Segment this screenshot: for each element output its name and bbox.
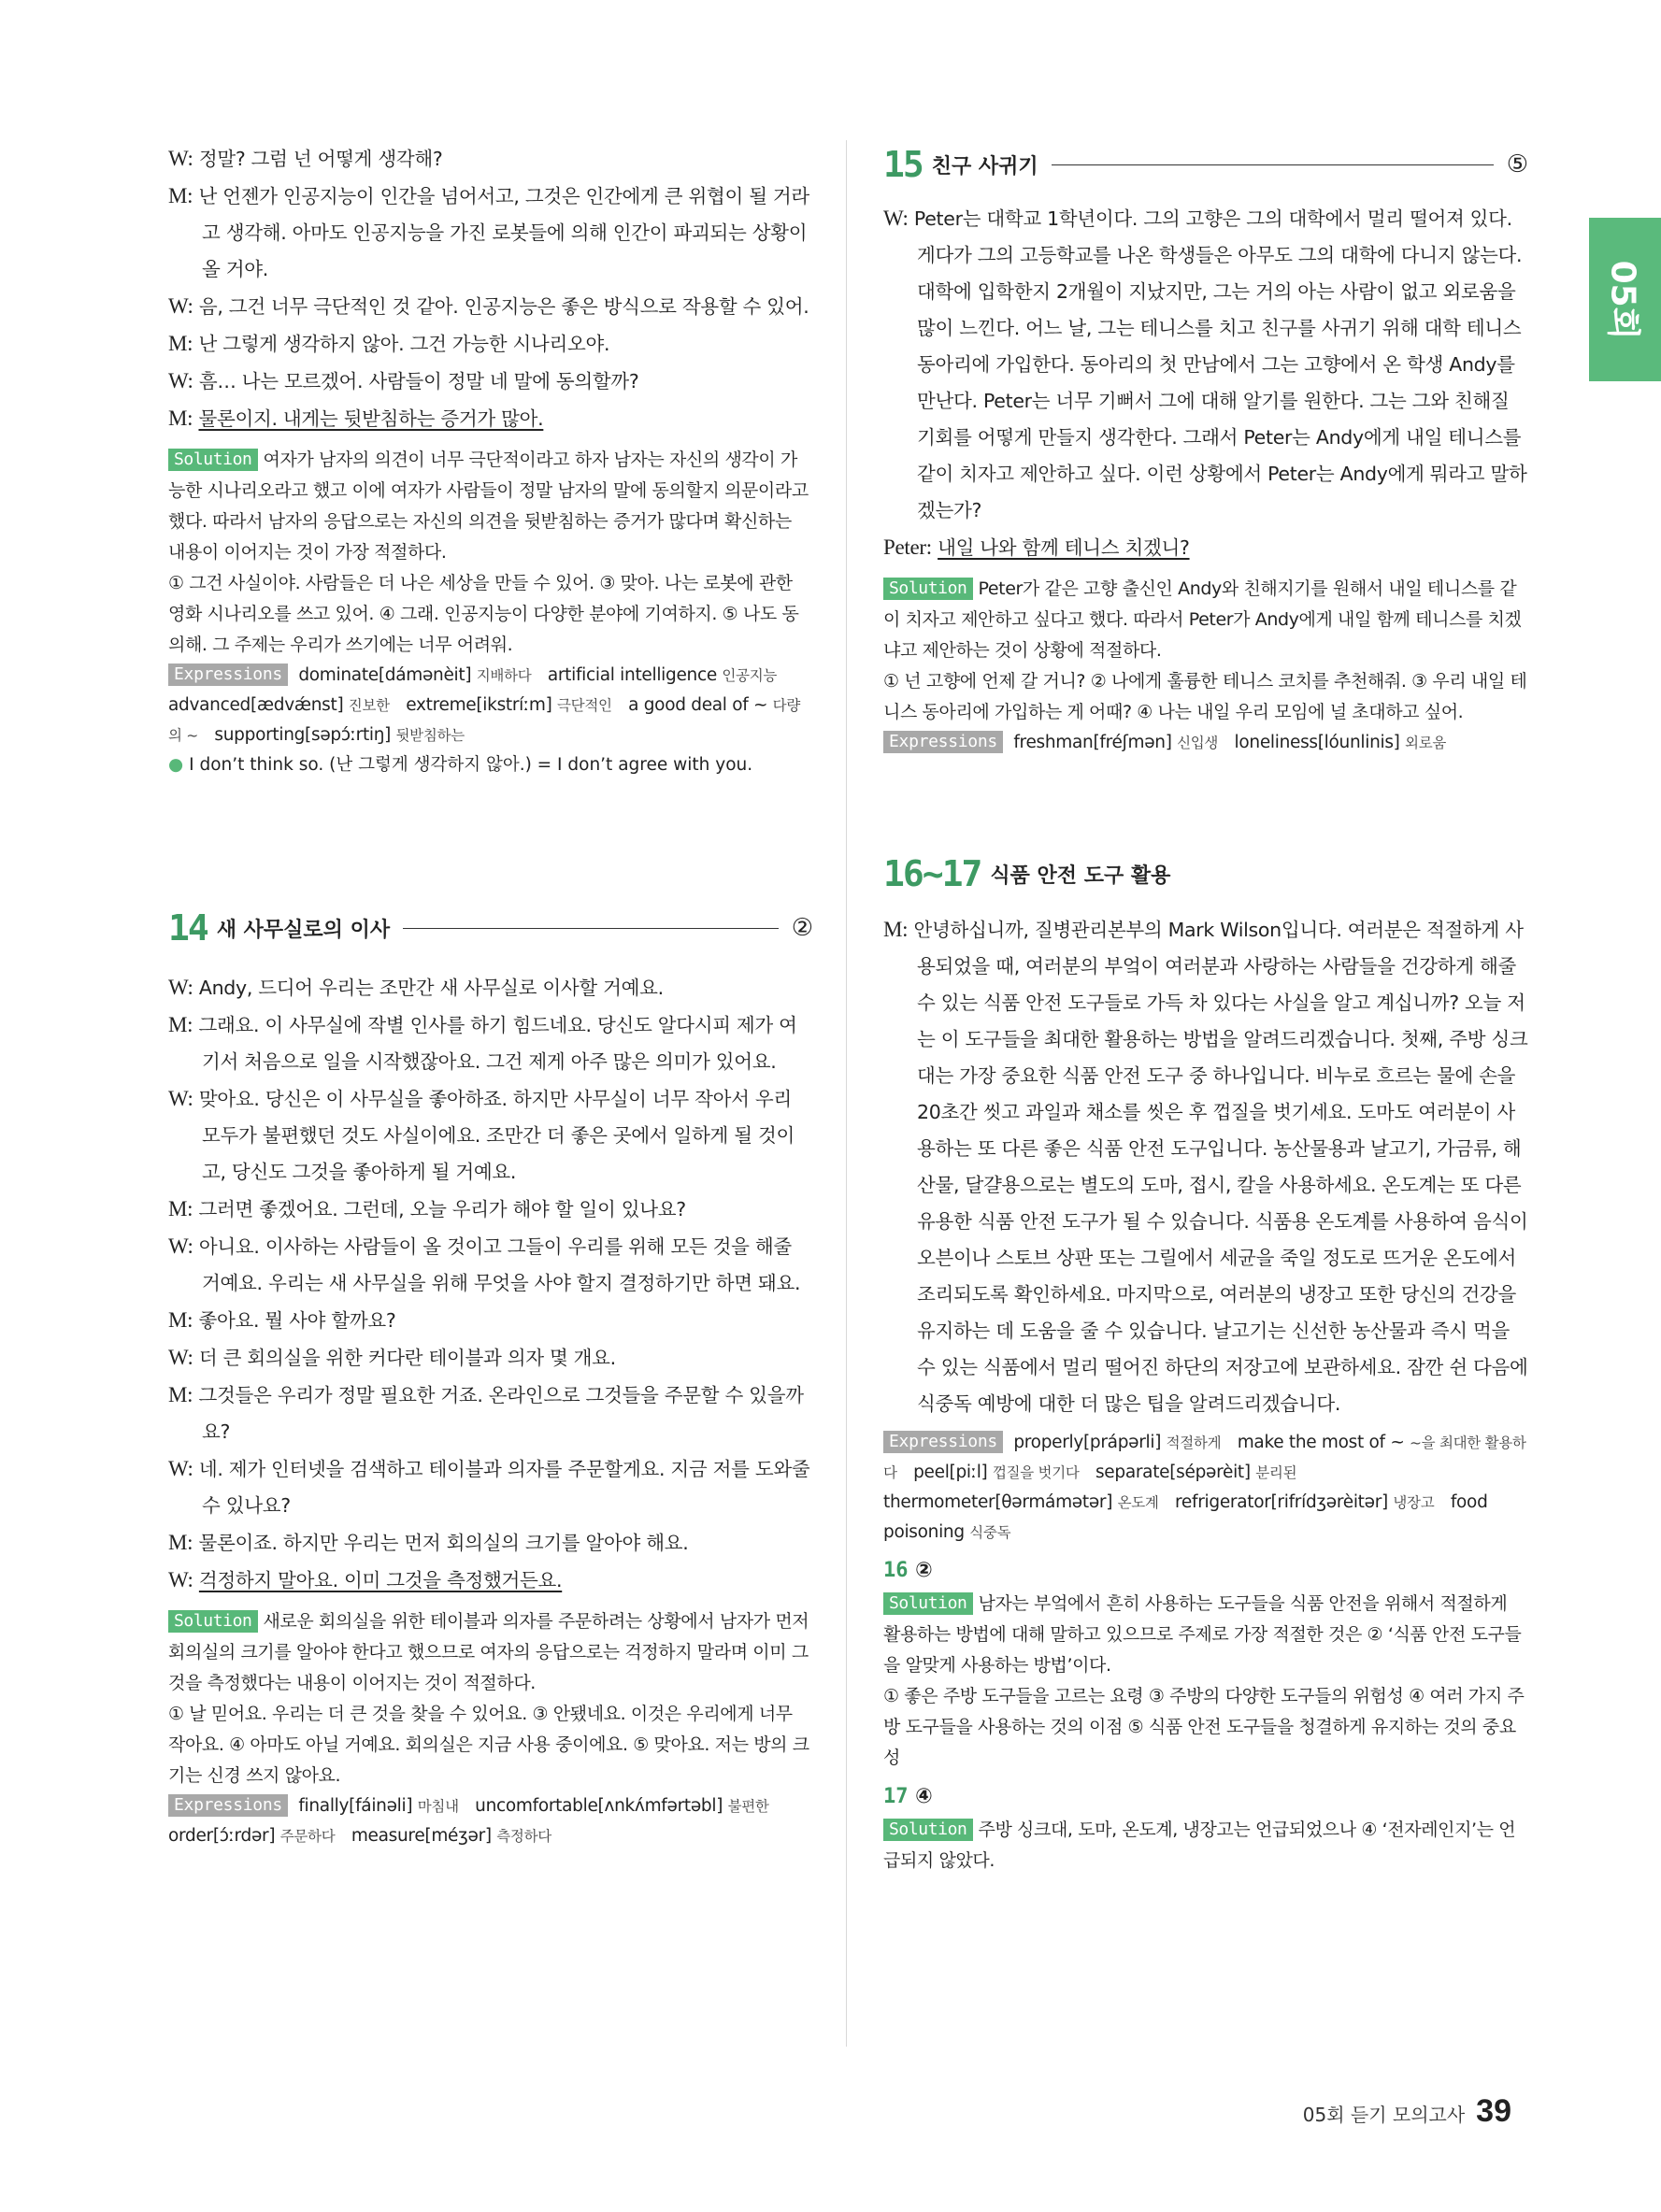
dialogue-line [883, 200, 1528, 529]
expression-en: artificial intelligence [547, 665, 717, 685]
expressions [168, 1791, 813, 1851]
expression-en: a good deal of ~ [628, 695, 768, 715]
expressions-tag: Expressions [883, 1431, 1003, 1453]
dialogue-line [883, 529, 1528, 566]
speaker: W: [883, 207, 909, 230]
expression-ko: 극단적인 [557, 697, 612, 714]
expressions-tag: Expressions [883, 731, 1003, 753]
expressions [168, 661, 813, 750]
side-tab [1589, 218, 1661, 381]
solution-body: 새로운 회의실을 위한 테이블과 의자를 주문하려는 상황에서 남자가 먼저 회의실의 크기를 알아야 한다고 했으므로 여자의 응답으로는 걱정하지 말라며 이미 그것을 측정했다는 내용이 이어지는 것이 적절하다. [168, 1611, 809, 1693]
line-text: 네. 제가 인터넷을 검색하고 테이블과 의자를 주문할게요. 지금 저를 도와줄 수 있나요? [198, 1458, 810, 1517]
solution-text [883, 1589, 1528, 1681]
expression-ko: 마침내 [417, 1798, 459, 1815]
expression-ko: 뒷받침하는 [395, 727, 465, 744]
solution-tag: Solution [883, 1819, 973, 1841]
dialogue-line [168, 1339, 813, 1377]
line-text: 그러면 좋겠어요. 그런데, 오늘 우리가 해야 할 일이 있나요? [198, 1198, 686, 1220]
line-text: 음, 그건 너무 극단적인 것 같아. 인공지능은 좋은 방식으로 작용할 수 있어. [198, 295, 809, 318]
page-footer [1303, 2093, 1511, 2130]
q14-notes [168, 1606, 813, 1851]
header-rule [403, 928, 779, 929]
section-title: 식품 안전 도구 활용 [990, 863, 1171, 888]
side-tab-label: 05회 [1603, 260, 1641, 339]
expression-en: freshman[fréʃmən] [1013, 733, 1172, 752]
expression-ko: 불편한 [727, 1798, 769, 1815]
q15-notes [883, 574, 1528, 758]
dialogue-line [168, 1080, 813, 1191]
speaker: W: [168, 1457, 193, 1480]
expression-ko: 측정하다 [496, 1828, 551, 1845]
q15-section [883, 140, 1528, 758]
section-header [883, 849, 1528, 898]
right-column [883, 140, 1528, 1877]
speaker: M: [168, 1383, 193, 1406]
line-text: 그것들은 우리가 정말 필요한 거죠. 온라인으로 그것들을 주문할 수 있을까요? [198, 1384, 804, 1443]
section-number: 15 [883, 144, 923, 185]
bullet-dot-icon: ● [168, 755, 184, 775]
q16-17-section [883, 849, 1528, 1877]
answer-line-text: 걱정하지 말아요. 이미 그것을 측정했거든요. [198, 1569, 563, 1591]
expression-ko: 주문하다 [279, 1828, 336, 1845]
expression-en: measure[méʒər] [351, 1826, 492, 1846]
line-text: 좋아요. 뭘 사야 할까요? [198, 1309, 396, 1332]
expression-en: uncomfortable[ʌnkʌ́mfərtəbl] [475, 1796, 723, 1816]
speaker: M: [168, 1531, 193, 1554]
page-number: 39 [1476, 2093, 1511, 2129]
line-text: 그래요. 이 사무실에 작별 인사를 하기 힘드네요. 당신도 알다시피 제가 여기서 처음으로 일을 시작했잖아요. 그건 제게 아주 많은 의미가 있어요. [198, 1014, 797, 1073]
dialogue-line [168, 1524, 813, 1562]
line-text: 안녕하십니까, 질병관리본부의 Mark Wilson입니다. 여러분은 적절하게 사용되었을 때, 여러분의 부엌이 여러분과 사랑하는 사람들을 건강하게 해줄 수 있는 식품 안전 도구들로 가득 차 있다는 사실을 알고 계십니까? 오늘 저는 이 도구들을 최대한 활용하는 방법을 알려드리겠습니다. 첫째, 주방 싱크대는 가장 중요한 식품 안전 도구 중 하나입니다. 비누로 흐르는 물에 손을 20초간 씻고 과일과 채소를 씻은 후 껍질을 벗기세요. 도마도 여러분이 사용하는 또 다른 좋은 식품 안전 도구입니다. 농산물용과 날고기, 가금류, 해산물, 달걀용으로는 별도의 도마, 접시, 칼을 사용하세요. 온도계는 또 다른 유용한 식품 안전 도구가 될 수 있습니다. 식품용 온도계를 사용하여 음식이 오븐이나 스토브 상판 또는 그릴에서 세균을 죽일 정도로 뜨거운 온도에서 조리되도록 확인하세요. 마지막으로, 여러분의 냉장고 또한 당신의 건강을 유지하는 데 도움을 줄 수 있습니다. 날고기는 신선한 농산물과 즉시 먹을 수 있는 식품에서 멀리 떨어진 하단의 저장고에 보관하세요. 잠깐 쉰 다음에 식중독 예방에 대한 더 많은 팁을 알려드리겠습니다. [913, 919, 1528, 1415]
answer-mark: ⑤ [1506, 150, 1528, 178]
expression-en: finally[fáinəli] [298, 1796, 413, 1816]
speaker: W: [168, 1087, 193, 1110]
speaker: M: [168, 332, 193, 355]
expression-ko: 지배하다 [476, 667, 532, 684]
expression-en: properly[prápərli] [1013, 1433, 1162, 1452]
expressions [883, 728, 1528, 758]
solution-tag: Solution [168, 449, 258, 471]
footer-title: 05회 듣기 모의고사 [1302, 2104, 1466, 2126]
expression-ko: 다량의 ~ [168, 697, 801, 744]
solution-body: 주방 싱크대, 도마, 온도계, 냉장고는 언급되었으나 ④ ‘전자레인지’는 언급되지 않았다. [883, 1820, 1516, 1871]
options-text: ① 좋은 주방 도구들을 고르는 요령 ③ 주방의 다양한 도구들의 위험성 ④ 여러 가지 주방 도구들을 사용하는 것의 이점 ⑤ 식품 안전 도구들을 청결하게 유지하는 것의 중요성 [883, 1686, 1525, 1768]
dialogue-line [168, 140, 813, 178]
dialogue-line [168, 325, 813, 363]
expression-en: extreme[ikstríːm] [406, 695, 552, 715]
solution-body: Peter가 같은 고향 출신인 Andy와 친해지기를 원해서 내일 테니스를 같이 치자고 제안하고 싶다고 했다. 따라서 Peter가 Andy에게 내일 함께 테니스를 치겠냐고 제안하는 것이 상황에 적절하다. [883, 578, 1522, 661]
dialogue-line [168, 1191, 813, 1228]
question-number: 17 [883, 1785, 909, 1808]
speaker: W: [168, 1568, 193, 1591]
solution-tag: Solution [883, 578, 973, 600]
line-text: Andy, 드디어 우리는 조만간 새 사무실로 이사할 거예요. [198, 977, 664, 999]
section-header [883, 140, 1528, 189]
dialogue-line [168, 363, 813, 400]
expression-ko: 적절하게 [1166, 1434, 1222, 1451]
section-title: 친구 사귀기 [931, 154, 1038, 178]
expression-ko: 외로움 [1405, 735, 1447, 751]
expression-ko: 온도계 [1117, 1494, 1159, 1511]
speaker: M: [168, 1197, 193, 1220]
answer-line-text: 내일 나와 함께 테니스 치겠니? [938, 536, 1190, 559]
dialogue-line [168, 1450, 813, 1524]
expression-ko: 냉장고 [1393, 1494, 1435, 1511]
expression-en: refrigerator[rifrídʒərèitər] [1175, 1492, 1388, 1512]
expression-en: food poisoning [883, 1492, 1488, 1542]
dialogue-line [168, 178, 813, 288]
expression-en: thermometer[θərmámətər] [883, 1492, 1113, 1512]
answer-line-text: 물론이지. 내게는 뒷받침하는 증거가 많아. [198, 407, 544, 430]
q16-17-notes [883, 1428, 1528, 1877]
section-number: 14 [168, 907, 208, 949]
dialogue-line [168, 1228, 813, 1302]
column-divider [846, 140, 847, 2047]
line-text: 정말? 그럼 넌 어떻게 생각해? [198, 148, 443, 170]
section-header [168, 904, 813, 952]
q14-section [168, 904, 813, 1851]
q15-dialogue [883, 200, 1528, 566]
q13-dialogue [168, 140, 813, 437]
line-text: 더 큰 회의실을 위한 커다란 테이블과 의자 몇 개요. [198, 1347, 616, 1369]
solution-text [883, 574, 1528, 666]
expression-en: supporting[səpɔ́ːrtiŋ] [214, 725, 392, 745]
q16-answer-line [883, 1553, 1528, 1589]
expression-ko: 진보한 [348, 697, 390, 714]
expression-en: advanced[ædvǽnst] [168, 695, 344, 715]
expression-en: order[ɔ́ːrdər] [168, 1826, 276, 1846]
speaker: W: [168, 369, 193, 392]
tip-text: I don’t think so. (난 그렇게 생각하지 않아.) = I don’t agree with you. [189, 755, 753, 775]
expression-ko: 껍질을 벗기다 [992, 1464, 1080, 1481]
q14-dialogue [168, 969, 813, 1599]
answer-mark: ② [791, 914, 813, 942]
expression-ko: 식중독 [969, 1524, 1011, 1541]
options-text: ① 그건 사실이야. 사람들은 더 나은 세상을 만들 수 있어. ③ 맞아. 나는 로봇에 관한 영화 시나리오를 쓰고 있어. ④ 그래. 인공지능이 다양한 분야에 기여하지. ⑤ 나도 동의해. 그 주제는 우리가 쓰기에는 너무 어려워. [168, 573, 799, 655]
expression-ko: 인공지능 [722, 667, 778, 684]
dialogue-line [883, 911, 1528, 1422]
expression-ko: 분리된 [1255, 1464, 1297, 1481]
expression-ko: ~을 최대한 활용하다 [883, 1434, 1526, 1481]
speaker: W: [168, 1346, 193, 1369]
dialogue-line [168, 400, 813, 437]
options-text: ① 날 믿어요. 우리는 더 큰 것을 찾을 수 있어요. ③ 안됐네요. 이것은 우리에게 너무 작아요. ④ 아마도 아닐 거예요. 회의실은 지금 사용 중이에요. ⑤ 맞아요. 저는 방의 크기는 신경 쓰지 않아요. [168, 1704, 809, 1786]
speaker: M: [168, 1308, 193, 1332]
speaker: M: [883, 918, 909, 941]
q13-notes [168, 445, 813, 780]
dialogue-line [168, 1377, 813, 1450]
expression-en: separate[sépərèit] [1095, 1463, 1251, 1482]
dialogue-line [168, 288, 813, 325]
left-column [168, 140, 813, 1851]
question-number: 16 [883, 1559, 909, 1582]
speaker: M: [168, 407, 193, 430]
expression-ko: 신입생 [1177, 735, 1219, 751]
tip-bullet [168, 750, 813, 780]
speaker: M: [168, 1013, 193, 1036]
solution-tag: Solution [883, 1592, 973, 1615]
question-answer: ④ [915, 1785, 933, 1808]
expressions [883, 1428, 1528, 1548]
question-answer: ② [915, 1559, 933, 1582]
line-text: 맞아요. 당신은 이 사무실을 좋아하죠. 하지만 사무실이 너무 작아서 우리 모두가 불편했던 것도 사실이에요. 조만간 더 좋은 곳에서 일하게 될 것이고, 당신도 그것을 좋아하게 될 거예요. [198, 1088, 795, 1183]
line-text: 난 언젠가 인공지능이 인간을 넘어서고, 그것은 인간에게 큰 위협이 될 거라고 생각해. 아마도 인공지능을 가진 로봇들에 의해 인간이 파괴되는 상황이 올 거야. [198, 185, 809, 280]
speaker: M: [168, 184, 193, 207]
q16-17-dialogue [883, 911, 1528, 1422]
solution-tag: Solution [168, 1610, 258, 1633]
dialogue-line [168, 969, 813, 1006]
expressions-tag: Expressions [168, 1794, 288, 1817]
expression-en: loneliness[lóunlinis] [1234, 733, 1400, 752]
line-text: 난 그렇게 생각하지 않아. 그건 가능한 시나리오야. [198, 333, 610, 355]
expression-en: make the most of ~ [1237, 1433, 1405, 1452]
solution-text [883, 1815, 1528, 1877]
solution-text [168, 1606, 813, 1699]
expressions-tag: Expressions [168, 664, 288, 686]
dialogue-line [168, 1006, 813, 1080]
speaker: W: [168, 976, 193, 999]
expression-en: dominate[dámənèit] [298, 665, 472, 685]
speaker: W: [168, 294, 193, 318]
solution-body: 남자는 부엌에서 흔히 사용하는 도구들을 식품 안전을 위해서 적절하게 활용하는 방법에 대해 말하고 있으므로 주제로 가장 적절한 것은 ② ‘식품 안전 도구들을 알맞게 사용하는 방법’이다. [883, 1593, 1522, 1676]
section-number: 16~17 [883, 853, 981, 894]
line-text: Peter는 대학교 1학년이다. 그의 고향은 그의 대학에서 멀리 떨어져 있다. 게다가 그의 고등학교를 나온 학생들은 아무도 그의 대학에 다니지 않는다. 대학에 입학한지 2개월이 지났지만, 그는 거의 아는 사람이 없고 외로움을 많이 느낀다. 어느 날, 그는 테니스를 치고 친구를 사귀기 위해 대학 테니스 동아리에 가입한다. 동아리의 첫 만남에서 그는 고향에서 온 학생 Andy를 만난다. Peter는 너무 기뻐서 그에 대해 알기를 원한다. 그는 그와 친해질 기회를 어떻게 만들지 생각한다. 그래서 Peter는 Andy에게 내일 테니스를 같이 치자고 제안하고 싶다. 이런 상황에서 Peter는 Andy에게 뭐라고 말하겠는가? [913, 207, 1527, 521]
expression-en: peel[piːl] [913, 1463, 988, 1482]
speaker: W: [168, 1234, 193, 1258]
speaker: Peter: [883, 535, 932, 559]
solution-text [168, 445, 813, 568]
dialogue-line [168, 1302, 813, 1339]
line-text: 아니요. 이사하는 사람들이 올 것이고 그들이 우리를 위해 모든 것을 해줄 거예요. 우리는 새 사무실을 위해 무엇을 사야 할지 결정하기만 하면 돼요. [198, 1235, 801, 1294]
section-title: 새 사무실로의 이사 [216, 918, 391, 942]
line-text: 물론이죠. 하지만 우리는 먼저 회의실의 크기를 알아야 해요. [198, 1532, 689, 1554]
line-text: 흠… 나는 모르겠어. 사람들이 정말 네 말에 동의할까? [198, 370, 639, 392]
q17-answer-line [883, 1779, 1528, 1815]
options-text: ① 넌 고향에 언제 갈 거니? ② 나에게 훌륭한 테니스 코치를 추천해줘. ③ 우리 내일 테니스 동아리에 가입하는 게 어때? ④ 나는 내일 우리 모임에 널 초대하고 싶어. [883, 671, 1527, 722]
solution-body: 여자가 남자의 의견이 너무 극단적이라고 하자 남자는 자신의 생각이 가능한 시나리오라고 했고 이에 여자가 사람들이 정말 남자의 말에 동의할지 의문이라고 했다. 따라서 남자의 응답으로는 자신의 의견을 뒷받침하는 증거가 많다며 확신하는 내용이 이어지는 것이 가장 적절하다. [168, 450, 809, 563]
header-rule [1052, 164, 1494, 165]
dialogue-line [168, 1562, 813, 1599]
speaker: W: [168, 147, 193, 170]
